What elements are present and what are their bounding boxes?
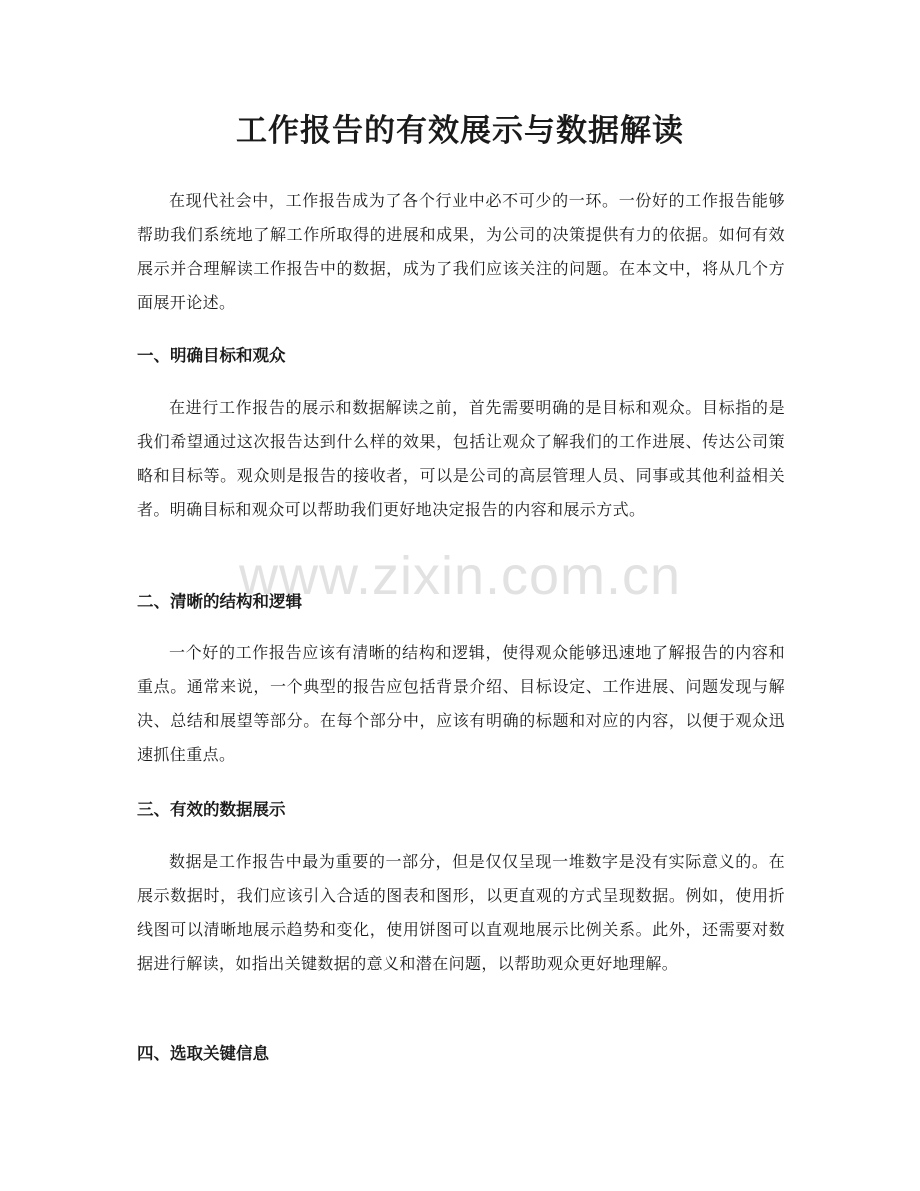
section-heading-3: 三、有效的数据展示 [137, 800, 286, 819]
section-body-1: 在进行工作报告的展示和数据解读之前，首先需要明确的是目标和观众。目标指的是我们希望通过这次报告达到什么样的效果，包括让观众了解我们的工作进展、传达公司策略和目标等。观众则是报告的接收者，可以是公司的高层管理人员、同事或其他利益相关者。明确目标和观众可以帮助我们更好地决定报告的内容和展示方式。 [137, 398, 785, 519]
section-body-3: 数据是工作报告中最为重要的一部分，但是仅仅呈现一堆数字是没有实际意义的。在展示数据时，我们应该引入合适的图表和图形，以更直观的方式呈现数据。例如，使用折线图可以清晰地展示趋势和变化，使用饼图可以直观地展示比例关系。此外，还需要对数据进行解读，如指出关键数据的意义和潜在问题，以帮助观众更好地理解。 [137, 852, 785, 973]
watermark: www.zixin.com.cn [238, 546, 682, 606]
section-heading-2: 二、清晰的结构和逻辑 [137, 592, 302, 611]
section-heading-1: 一、明确目标和观众 [137, 346, 286, 365]
intro-paragraph: 在现代社会中，工作报告成为了各个行业中必不可少的一环。一份好的工作报告能够帮助我们系统地了解工作所取得的进展和成果，为公司的决策提供有力的依据。如何有效展示并合理解读工作报告中的数据，成为了我们应该关注的问题。在本文中，将从几个方面展开论述。 [137, 191, 785, 312]
document-title: 工作报告的有效展示与数据解读 [236, 113, 684, 149]
section-body-2: 一个好的工作报告应该有清晰的结构和逻辑，使得观众能够迅速地了解报告的内容和重点。通常来说，一个典型的报告应包括背景介绍、目标设定、工作进展、问题发现与解决、总结和展望等部分。在每个部分中，应该有明确的标题和对应的内容，以便于观众迅速抓住重点。 [137, 643, 785, 764]
section-heading-4: 四、选取关键信息 [137, 1044, 269, 1063]
